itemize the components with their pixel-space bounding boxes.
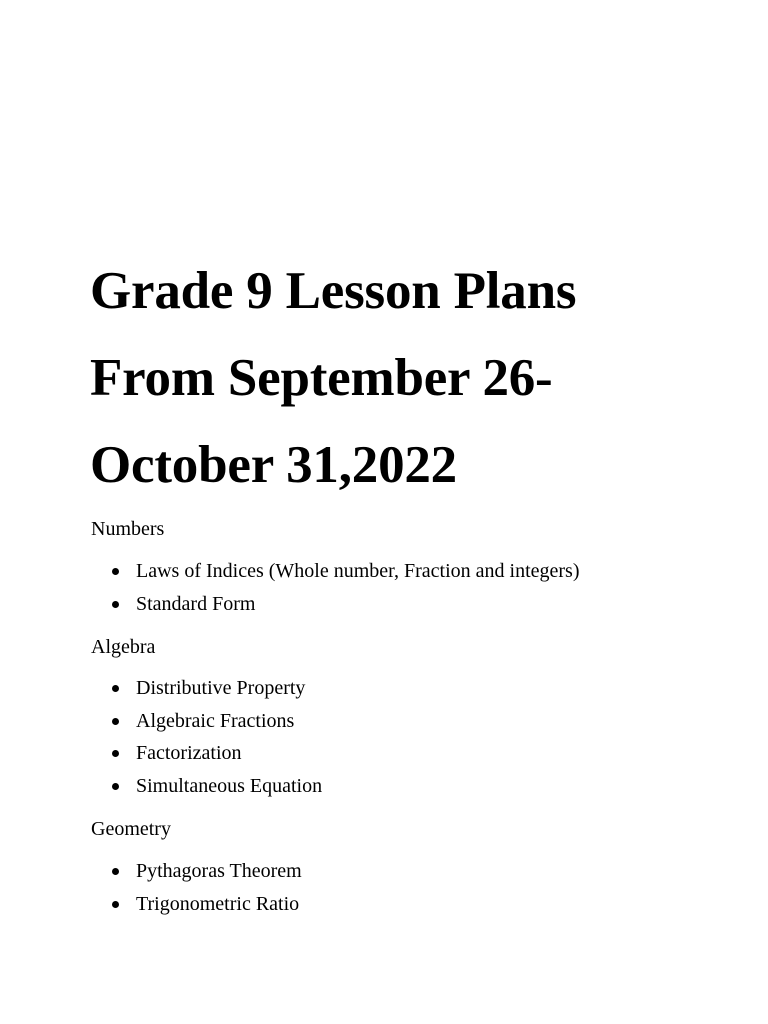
title-line: From September 26- [90, 349, 553, 407]
list-item-label: Pythagoras Theorem [136, 860, 302, 882]
bullet-icon [112, 750, 119, 757]
page-title [90, 248, 730, 509]
list-item [0, 705, 322, 738]
bullet-icon [112, 568, 119, 575]
list-item-label: Trigonometric Ratio [136, 892, 300, 915]
topic-list-algebra [0, 672, 322, 802]
bullet-icon [112, 901, 119, 908]
list-item [0, 737, 322, 770]
title-line: October 31,2022 [90, 436, 457, 494]
list-item-label: Laws of Indices (Whole number, Fraction and integers) [136, 560, 580, 582]
list-item-label: Standard Form [136, 592, 256, 615]
list-item [0, 588, 580, 621]
list-item [0, 672, 322, 705]
list-item [0, 770, 322, 803]
list-item-label: Factorization [136, 742, 242, 764]
list-item [0, 855, 302, 888]
topic-list-geometry [0, 855, 302, 920]
bullet-icon [112, 685, 119, 692]
list-item-label: Simultaneous Equation [136, 774, 323, 797]
list-item-label: Algebraic Fractions [136, 709, 295, 732]
section-heading-numbers: Numbers [91, 518, 165, 540]
bullet-icon [112, 718, 119, 725]
bullet-icon [112, 868, 119, 875]
topic-list-numbers [0, 555, 580, 620]
section-heading-algebra: Algebra [91, 636, 156, 658]
section-heading-geometry: Geometry [91, 818, 171, 840]
list-item [0, 888, 302, 921]
list-item-label: Distributive Property [136, 677, 306, 699]
list-item [0, 555, 580, 588]
bullet-icon [112, 601, 119, 608]
bullet-icon [112, 783, 119, 790]
title-line: Grade 9 Lesson Plans [90, 262, 577, 320]
